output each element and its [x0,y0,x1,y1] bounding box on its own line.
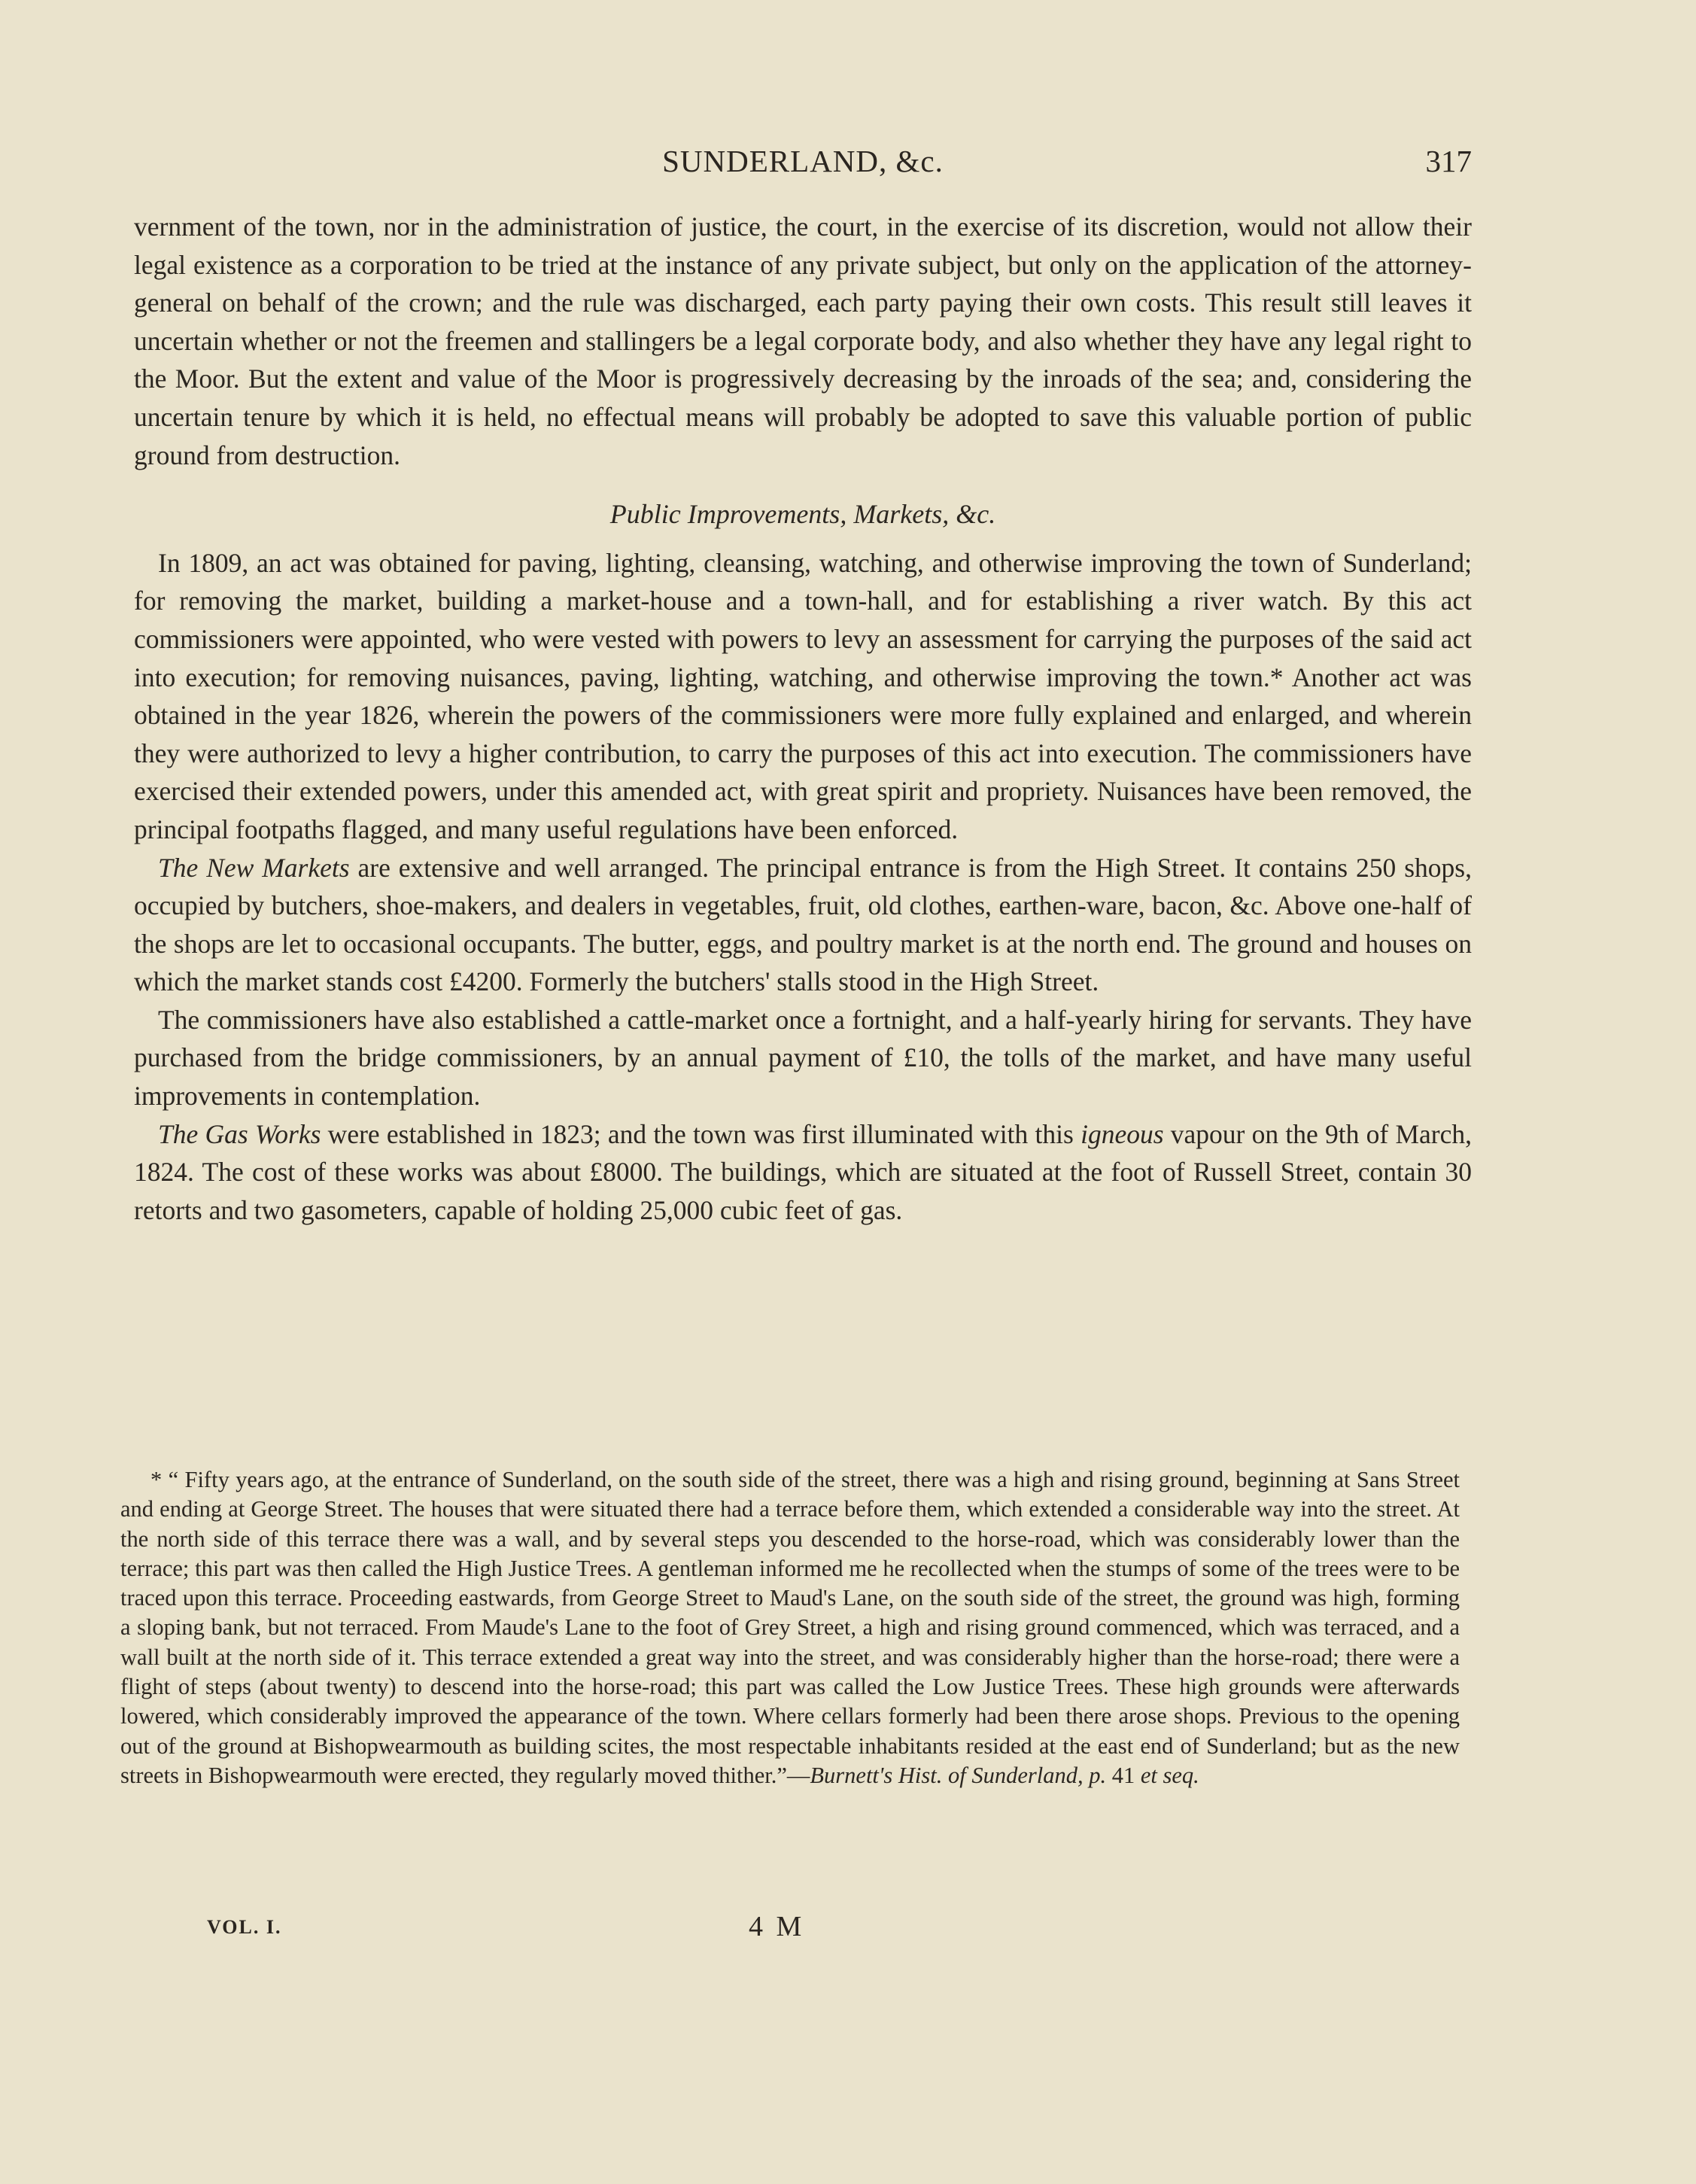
paragraph-new-markets [134,849,1472,1001]
paragraph-gas-works [134,1115,1472,1230]
main-text [134,208,1472,1229]
page-number: 317 [1425,144,1472,178]
section-heading: Public Improvements, Markets, &c. [609,499,996,530]
running-title: SUNDERLAND, &c. [662,144,944,178]
gas-works-text-a: were established in 1823; and the town was first illuminated with this [321,1118,1081,1149]
signature-mark: 4 M [749,1911,805,1942]
paragraph-cattle-market: The commissioners have also established a cattle-market once a fortnight, and a half-yearly hiring for servants. They have purchased from the bridge commissioners, by an annual payment of £10, the tolls of the market, and have many useful improvements in contemplation. [134,1004,1472,1112]
gas-works-text-b: vapour on the 9th of March, 1824. The cost of these works was about £8000. The buildings, which are situated at the foot of Russell Street, contain 30 retorts and two gasometers, capable of holding 25,000 cubic feet of gas. [134,1118,1472,1225]
footnote-text: * “ Fifty years ago, at the entrance of Sunderland, on the south side of the street, there was a high and rising ground, beginning at Sans Street and ending at George Street. The houses that were situated there had a terrace before them, which extended a considerable way into the street. At the north side of this terrace there was a wall, and by several steps you descended to the horse-road, which was considerably lower than the terrace; this part was then called the High Justice Trees. A gentleman informed me he recollected when the stumps of some of the trees were to be traced upon this terrace. Proceeding eastwards, from George Street to Maud's Lane, on the south side of the street, the ground was high, forming a sloping bank, but not terraced. From Maude's Lane to the foot of Grey Street, a high and rising ground commenced, which was terraced, and a wall built at the north side of it. This terrace extended a great way into the street, and was considerably higher than the horse-road; there were a flight of steps (about twenty) to descend into the horse-road; this part was called the Low Justice Trees. These high grounds were afterwards lowered, which considerably improved the appearance of the town. Where cellars formerly had been there arose shops. Previous to the opening out of the ground at Bishopwearmouth as building scites, the most respectable inhabitants resided at the east end of Sunderland; but as the new streets in Bishopwearmouth were erected, they regularly moved thither.”— [120,1467,1460,1788]
page-footer [207,1910,884,1948]
paragraph-1809-act: In 1809, an act was obtained for paving, lighting, cleansing, watching, and otherwise improving the town of Sunderland; for removing the market, building a market-house and a town-hall, and for establishing a river watch. By this act commissioners were appointed, who were vested with powers to levy an assessment for carrying the purposes of the said act into execution; for removing nuisances, paving, lighting, watching, and otherwise improving the town.* Another act was obtained in the year 1826, wherein the powers of the commissioners were more fully explained and enlarged, and wherein they were authorized to levy a higher contribution, to carry the purposes of this act into execution. The commissioners have exercised their extended powers, under this amended act, with great spirit and propriety. Nuisances have been removed, the principal footpaths flagged, and many useful regulations have been enforced. [134,547,1472,844]
new-markets-text: are extensive and well arranged. The principal entrance is from the High Street. It contains 250 shops, occupied by butchers, shoe-makers, and dealers in vegetables, fruit, old clothes, earthen-ware, bacon, &c. Above one-half of the shops are let to occasional occupants. The butter, eggs, and poultry market is at the north end. The ground and houses on which the market stands cost £4200. Formerly the butchers' stalls stood in the High Street. [134,852,1472,997]
footnote [120,1465,1460,1790]
continued-paragraph: vernment of the town, nor in the administration of justice, the court, in the exercise of its discretion, would not allow their legal existence as a corporation to be tried at the instance of any private subject, but only on the application of the attorney-general on behalf of the crown; and the rule was discharged, each party paying their own costs. This result still leaves it uncertain whether or not the freemen and stallingers be a legal corporate body, and also whether they have any legal right to the Moor. But the extent and value of the Moor is progressively decreasing by the inroads of the sea; and, considering the uncertain tenure by which it is held, no effectual means will probably be adopted to save this valuable portion of public ground from destruction. [134,211,1472,470]
footnote-citation: Burnett's Hist. of Sunderland, p. [810,1762,1107,1788]
gas-works-label: The Gas Works [158,1118,321,1149]
gas-works-italic-word: igneous [1081,1118,1164,1149]
page-header [134,143,1472,188]
volume-label: VOL. I. [207,1916,282,1938]
footnote-citation-tail: et seq. [1140,1762,1199,1788]
new-markets-label: The New Markets [158,852,350,883]
footnote-citation-page: 41 [1106,1762,1141,1788]
